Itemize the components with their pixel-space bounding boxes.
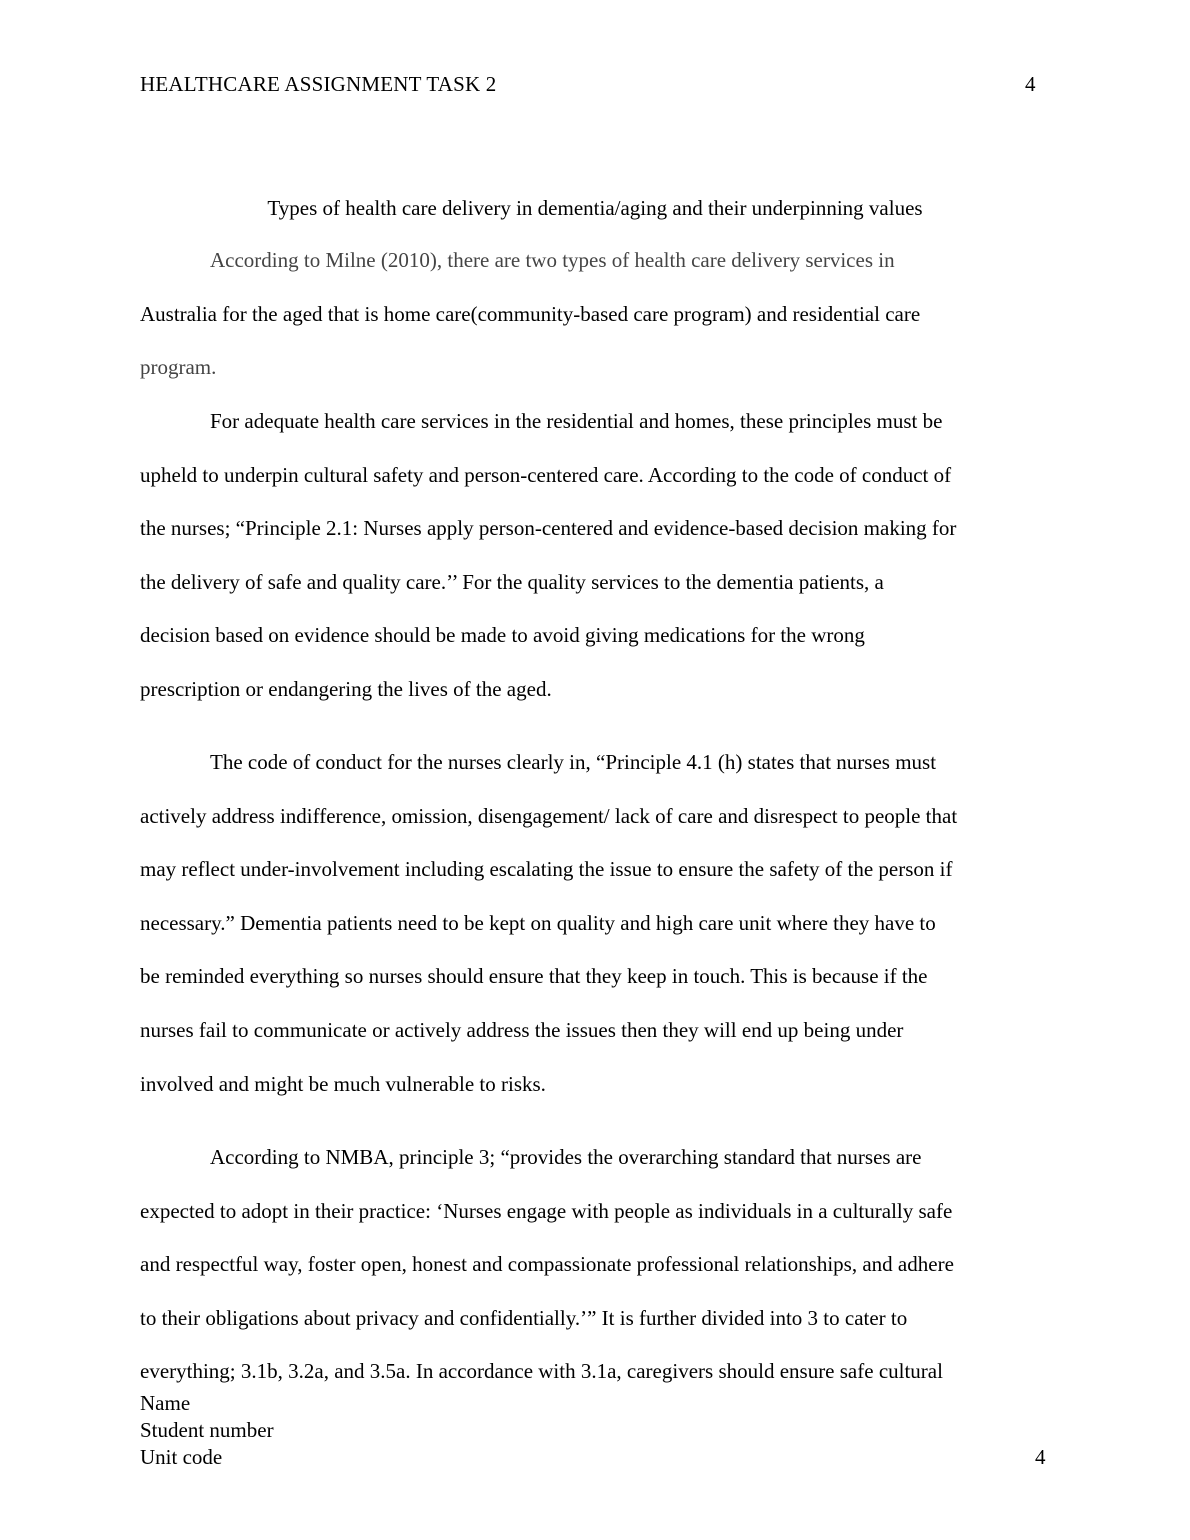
footer-page-number: 4: [1035, 1445, 1046, 1469]
paragraph-line: According to NMBA, principle 3; “provides the overarching standard that nurses are: [210, 1145, 922, 1169]
paragraph-line: actively address indifference, omission, disengagement/ lack of care and disrespect to people that: [140, 803, 958, 828]
paragraph-line: everything; 3.1b, 3.2a, and 3.5a. In accordance with 3.1a, caregivers should ensure safe cultural: [140, 1359, 943, 1384]
paragraph-line: necessary.” Dementia patients need to be kept on quality and high care unit where they have to: [140, 910, 936, 935]
paragraph-4: [140, 1131, 1052, 1399]
paragraph-line: may reflect under-involvement including escalating the issue to ensure the safety of the person if: [140, 857, 953, 882]
paragraph-line: the nurses; “Principle 2.1: Nurses apply person-centered and evidence-based decision making for: [140, 516, 957, 541]
paragraph-line: and respectful way, foster open, honest and compassionate professional relationships, and adhere: [140, 1252, 954, 1277]
footer-name-label: Name: [140, 1391, 191, 1415]
paragraph-line: For adequate health care services in the residential and homes, these principles must be: [210, 409, 943, 433]
paragraph-line: to their obligations about privacy and confidentially.’” It is further divided into 3 to cater to: [140, 1305, 908, 1330]
paragraph-line: upheld to underpin cultural safety and person-centered care. According to the code of conduct of: [140, 462, 952, 487]
paragraph-line: The code of conduct for the nurses clearly in, “Principle 4.1 (h) states that nurses must: [210, 750, 937, 774]
footer-unit-code-label: Unit code: [140, 1445, 223, 1469]
paragraph-line: prescription or endangering the lives of the aged.: [140, 676, 552, 701]
paragraph-line: According to Milne (2010), there are two types of health care delivery services in: [210, 248, 895, 272]
header-page-number: 4: [1025, 72, 1036, 96]
paragraph-line: expected to adopt in their practice: ‘Nurses engage with people as individuals in a culturally safe: [140, 1198, 953, 1223]
paragraph-line: decision based on evidence should be made to avoid giving medications for the wrong: [140, 623, 865, 648]
paragraph-line: be reminded everything so nurses should ensure that they keep in touch. This is because if the: [140, 964, 928, 989]
paragraph-line: involved and might be much vulnerable to risks.: [140, 1071, 546, 1096]
paragraph-1: [140, 234, 1052, 395]
running-head: HEALTHCARE ASSIGNMENT TASK 2: [140, 72, 497, 96]
paragraph-line: program.: [140, 355, 217, 380]
footer: [140, 1390, 274, 1471]
paragraph-line: nurses fail to communicate or actively address the issues then they will end up being under: [140, 1017, 904, 1042]
section-title: Types of health care delivery in dementia/aging and their underpinning values: [267, 196, 923, 220]
paragraph-line: the delivery of safe and quality care.’’ For the quality services to the dementia patients, a: [140, 569, 884, 594]
paragraph-3: [140, 736, 1052, 1111]
paragraph-2: [140, 395, 1052, 717]
footer-student-number-label: Student number: [140, 1418, 274, 1442]
paragraph-line: Australia for the aged that is home care(community-based care program) and residential care: [140, 301, 921, 326]
